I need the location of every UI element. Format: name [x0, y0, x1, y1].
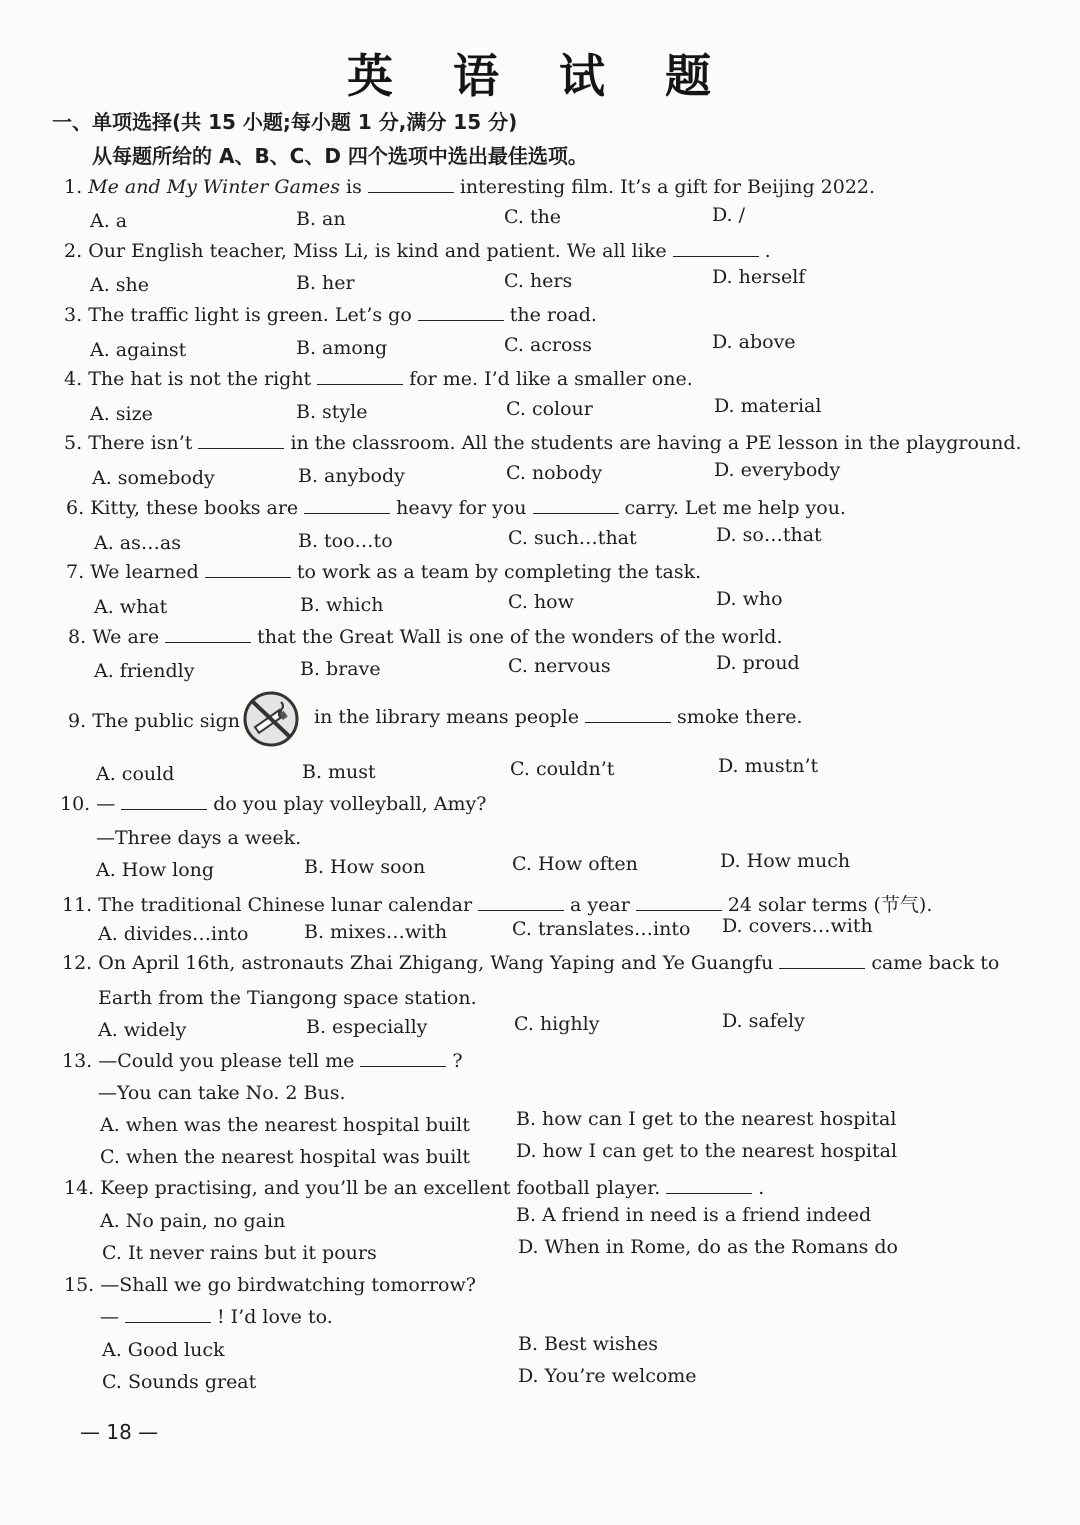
option-c: C. colour [506, 398, 593, 420]
option-d: D. who [716, 588, 783, 610]
option-a: A. friendly [94, 660, 195, 682]
question-stem: a year [570, 894, 630, 916]
question-stem: Kitty, these books are [90, 497, 299, 519]
option-a: A. as…as [94, 532, 181, 554]
option-b: B. Best wishes [518, 1333, 658, 1355]
question-stem: Keep practising, and you’ll be an excellent football player. [100, 1177, 661, 1199]
option-d: D. mustn’t [718, 755, 819, 777]
question-number: 13. [62, 1050, 93, 1072]
question-stem: . [758, 1177, 765, 1199]
question-number: 3. [64, 304, 83, 326]
option-b: B. among [296, 337, 388, 359]
answer-blank [165, 641, 251, 643]
question-number: 10. [60, 793, 91, 815]
answer-blank [636, 909, 722, 911]
question-stem: —Shall we go birdwatching tomorrow? [100, 1274, 476, 1296]
question-number: 4. [64, 368, 83, 390]
question-stem: The traffic light is green. Let’s go [88, 304, 412, 326]
option-d: D. proud [716, 652, 800, 674]
question-stem: We are [92, 626, 160, 648]
question-stem: —You can take No. 2 Bus. [98, 1082, 346, 1104]
option-c: C. How often [512, 853, 638, 875]
question-stem: —Three days a week. [96, 827, 302, 849]
question-stem: in the library means people [314, 706, 580, 728]
answer-blank [360, 1065, 446, 1067]
option-b: B. too…to [298, 530, 393, 552]
answer-blank [317, 383, 403, 385]
question-number: 1. [64, 176, 83, 198]
question-stem: On April 16th, astronauts Zhai Zhigang, Wang Yaping and Ye Guangfu [98, 952, 774, 974]
question-number: 7. [66, 561, 85, 583]
question-stem: — [100, 1306, 119, 1328]
option-b: B. style [296, 401, 368, 423]
option-a: A. widely [98, 1019, 187, 1041]
option-b: B. an [296, 208, 346, 230]
option-b: B. her [296, 272, 355, 294]
question-stem: 24 solar terms (节气). [727, 894, 933, 916]
answer-blank [205, 576, 291, 578]
option-d: D. everybody [714, 459, 841, 481]
option-c: C. translates…into [512, 918, 691, 940]
option-d: D. When in Rome, do as the Romans do [518, 1236, 898, 1258]
question-stem: The hat is not the right [88, 368, 312, 390]
answer-blank [368, 191, 454, 193]
option-d: D. above [712, 331, 796, 353]
option-b: B. A friend in need is a friend indeed [516, 1204, 872, 1226]
question-stem: the road. [509, 304, 597, 326]
option-c: C. Sounds great [102, 1371, 257, 1393]
question-number: 15. [64, 1274, 95, 1296]
option-d: D. safely [722, 1010, 805, 1032]
option-d: D. You’re welcome [518, 1365, 697, 1387]
option-a: A. No pain, no gain [100, 1210, 286, 1232]
question-stem: The public sign [92, 710, 241, 732]
question-number: 6. [66, 497, 85, 519]
answer-blank [478, 909, 564, 911]
option-c: C. It never rains but it pours [102, 1242, 377, 1264]
answer-blank [673, 255, 759, 257]
no-smoking-icon [240, 690, 302, 748]
option-d: D. / [712, 204, 746, 226]
answer-blank [418, 319, 504, 321]
answer-blank [666, 1192, 752, 1194]
question-number: 8. [68, 626, 87, 648]
question-stem: that the Great Wall is one of the wonders of the world. [257, 626, 783, 648]
option-b: B. especially [306, 1016, 428, 1038]
question-number: 2. [64, 240, 83, 262]
option-a: A. How long [96, 859, 215, 881]
section-heading: 一、单项选择(共 15 小题;每小题 1 分,满分 15 分) [52, 110, 518, 134]
question-stem: Me and My Winter Games [88, 176, 340, 198]
question-stem: interesting film. It’s a gift for Beijing 2022. [459, 176, 876, 198]
answer-blank [533, 512, 619, 514]
question-stem: —Could you please tell me [98, 1050, 355, 1072]
section-instruction: 从每题所给的 A、B、C、D 四个选项中选出最佳选项。 [92, 144, 588, 168]
question-number: 14. [64, 1177, 95, 1199]
option-d: D. material [714, 395, 822, 417]
page-number: — 18 — [80, 1420, 159, 1444]
option-a: A. divides…into [98, 923, 249, 945]
option-a: A. somebody [92, 467, 215, 489]
option-b: B. brave [300, 658, 381, 680]
question-stem: in the classroom. All the students are having a PE lesson in the playground. [290, 432, 1022, 454]
question-stem: is [346, 176, 362, 198]
question-stem: for me. I’d like a smaller one. [409, 368, 693, 390]
answer-blank [779, 967, 865, 969]
option-b: B. How soon [304, 856, 426, 878]
question-stem: carry. Let me help you. [624, 497, 846, 519]
option-a: A. against [90, 339, 187, 361]
option-c: C. such…that [508, 527, 637, 549]
option-c: C. the [504, 206, 562, 228]
question-stem: We learned [90, 561, 199, 583]
option-b: B. how can I get to the nearest hospital [516, 1108, 897, 1130]
question-stem: Earth from the Tiangong space station. [98, 987, 477, 1009]
option-d: D. herself [712, 266, 806, 288]
answer-blank [125, 1321, 211, 1323]
option-c: C. nervous [508, 655, 611, 677]
option-c: C. hers [504, 270, 573, 292]
question-stem: . [764, 240, 771, 262]
option-d: D. How much [720, 850, 851, 872]
question-number: 9. [68, 710, 87, 732]
option-a: A. size [90, 403, 153, 425]
answer-blank [198, 447, 284, 449]
question-stem: The traditional Chinese lunar calendar [98, 894, 473, 916]
option-a: A. a [90, 210, 128, 232]
option-a: A. what [94, 596, 168, 618]
question-stem: heavy for you [396, 497, 527, 519]
question-stem: ? [452, 1050, 463, 1072]
option-b: B. mixes…with [304, 921, 448, 943]
option-c: C. nobody [506, 462, 603, 484]
option-c: C. how [508, 591, 574, 613]
option-b: B. which [300, 594, 384, 616]
page-title: 英 语 试 题 [346, 49, 734, 103]
question-stem: — [96, 793, 116, 815]
option-d: D. covers…with [722, 915, 873, 937]
question-number: 11. [62, 894, 93, 916]
question-number: 5. [64, 432, 83, 454]
option-b: B. must [302, 761, 376, 783]
question-stem: do you play volleyball, Amy? [213, 793, 487, 815]
question-stem: There isn’t [88, 432, 193, 454]
option-b: B. anybody [298, 465, 405, 487]
option-a: A. could [96, 763, 175, 785]
option-a: A. Good luck [102, 1339, 225, 1361]
option-a: A. when was the nearest hospital built [100, 1114, 470, 1136]
option-d: D. how I can get to the nearest hospital [516, 1140, 898, 1162]
answer-blank [121, 808, 207, 810]
answer-blank [304, 512, 390, 514]
option-c: C. highly [514, 1013, 600, 1035]
question-stem: came back to [871, 952, 1000, 974]
question-stem: ! I’d love to. [217, 1306, 333, 1328]
option-a: A. she [90, 274, 150, 296]
answer-blank [585, 721, 671, 723]
option-d: D. so…that [716, 524, 822, 546]
question-number: 12. [62, 952, 93, 974]
option-c: C. couldn’t [510, 758, 615, 780]
option-c: C. when the nearest hospital was built [100, 1146, 470, 1168]
question-stem: smoke there. [677, 706, 803, 728]
question-stem: Our English teacher, Miss Li, is kind and patient. We all like [88, 240, 667, 262]
option-c: C. across [504, 334, 592, 356]
question-stem: to work as a team by completing the task. [296, 561, 702, 583]
